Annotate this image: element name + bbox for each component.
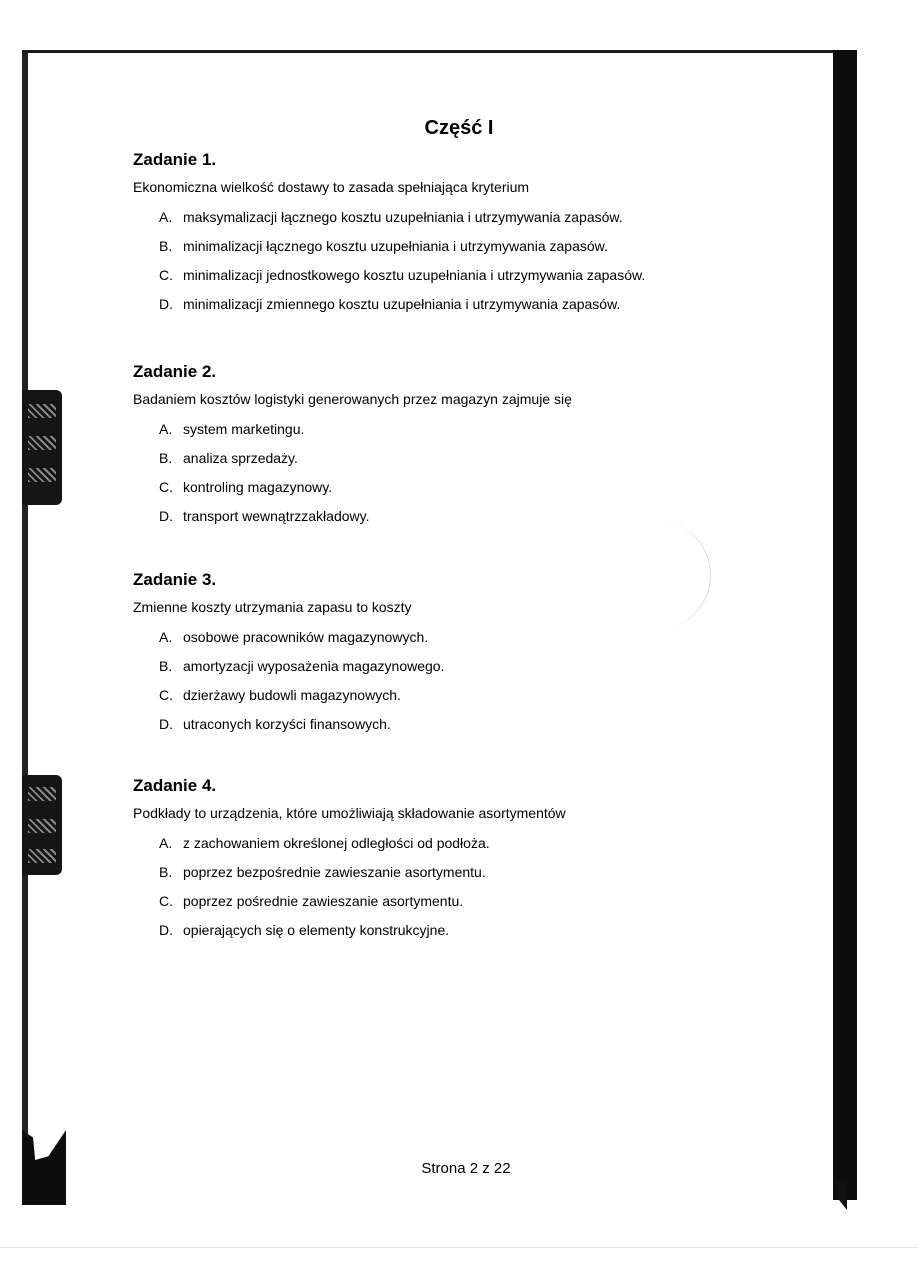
task-question: Ekonomiczna wielkość dostawy to zasada spełniająca kryterium: [133, 179, 530, 195]
page-title: Część I: [424, 117, 494, 139]
answer-option-a: [159, 420, 823, 449]
answer-option-a: [159, 628, 823, 657]
task-question: Badaniem kosztów logistyki generowanych przez magazyn zajmuje się: [133, 391, 572, 407]
option-letter: D.: [159, 508, 173, 524]
task-heading: Zadanie 4.: [133, 776, 217, 795]
answer-options: [133, 834, 823, 950]
scan-left-edge: [22, 52, 28, 1192]
scan-top-edge: [22, 50, 837, 53]
scan-bottom-edge: [0, 1247, 918, 1248]
answer-option-b: [159, 657, 823, 686]
option-letter: A.: [159, 629, 173, 645]
option-letter: C.: [159, 267, 173, 283]
answer-option-a: [159, 834, 823, 863]
option-text: opierających się o elementy konstrukcyjne.: [183, 922, 450, 938]
answer-option-d: [159, 715, 823, 744]
answer-option-a: [159, 208, 823, 237]
option-text: maksymalizacji łącznego kosztu uzupełniania i utrzymywania zapasów.: [183, 209, 623, 225]
option-letter: D.: [159, 296, 173, 312]
task-heading: Zadanie 3.: [133, 570, 217, 589]
scan-left-tab: [22, 775, 62, 875]
option-letter: A.: [159, 835, 173, 851]
option-text: utraconych korzyści finansowych.: [183, 716, 391, 732]
option-letter: A.: [159, 209, 173, 225]
answer-option-c: [159, 892, 823, 921]
option-text: amortyzacji wyposażenia magazynowego.: [183, 658, 445, 674]
answer-option-c: [159, 266, 823, 295]
answer-option-d: [159, 507, 823, 536]
option-text: transport wewnątrzzakładowy.: [183, 508, 370, 524]
option-letter: D.: [159, 922, 173, 938]
option-text: analiza sprzedaży.: [183, 450, 298, 466]
task-heading: Zadanie 2.: [133, 362, 217, 381]
option-letter: B.: [159, 864, 173, 880]
answer-options: [133, 420, 823, 536]
answer-option-c: [159, 686, 823, 715]
answer-options: [133, 628, 823, 744]
answer-option-b: [159, 237, 823, 266]
option-text: minimalizacji jednostkowego kosztu uzupełniania i utrzymywania zapasów.: [183, 267, 646, 283]
option-text: poprzez pośrednie zawieszanie asortymentu.: [183, 893, 464, 909]
page-number: Strona 2 z 22: [421, 1160, 511, 1177]
option-text: osobowe pracowników magazynowych.: [183, 629, 429, 645]
option-letter: B.: [159, 658, 173, 674]
option-text: dzierżawy budowli magazynowych.: [183, 687, 401, 703]
task-heading: Zadanie 1.: [133, 150, 217, 169]
option-text: minimalizacji zmiennego kosztu uzupełniania i utrzymywania zapasów.: [183, 296, 621, 312]
option-letter: D.: [159, 716, 173, 732]
answer-option-b: [159, 863, 823, 892]
option-letter: C.: [159, 893, 173, 909]
answer-option-d: [159, 921, 823, 950]
option-letter: B.: [159, 238, 173, 254]
option-text: z zachowaniem określonej odległości od podłoża.: [183, 835, 490, 851]
answer-options: [133, 208, 823, 324]
answer-option-d: [159, 295, 823, 324]
option-letter: A.: [159, 421, 173, 437]
option-text: poprzez bezpośrednie zawieszanie asortymentu.: [183, 864, 486, 880]
task-question: Podkłady to urządzenia, które umożliwiają składowanie asortymentów: [133, 805, 566, 821]
option-text: kontroling magazynowy.: [183, 479, 333, 495]
scan-right-edge: [833, 50, 857, 1200]
task-3: [133, 570, 823, 744]
option-text: system marketingu.: [183, 421, 305, 437]
task-1: [133, 150, 823, 324]
option-letter: C.: [159, 479, 173, 495]
answer-option-b: [159, 449, 823, 478]
task-4: [133, 776, 823, 950]
option-text: minimalizacji łącznego kosztu uzupełniania i utrzymywania zapasów.: [183, 238, 608, 254]
scan-left-tab: [22, 390, 62, 505]
option-letter: B.: [159, 450, 173, 466]
answer-option-c: [159, 478, 823, 507]
task-2: [133, 362, 823, 536]
option-letter: C.: [159, 687, 173, 703]
task-question: Zmienne koszty utrzymania zapasu to koszty: [133, 599, 412, 615]
